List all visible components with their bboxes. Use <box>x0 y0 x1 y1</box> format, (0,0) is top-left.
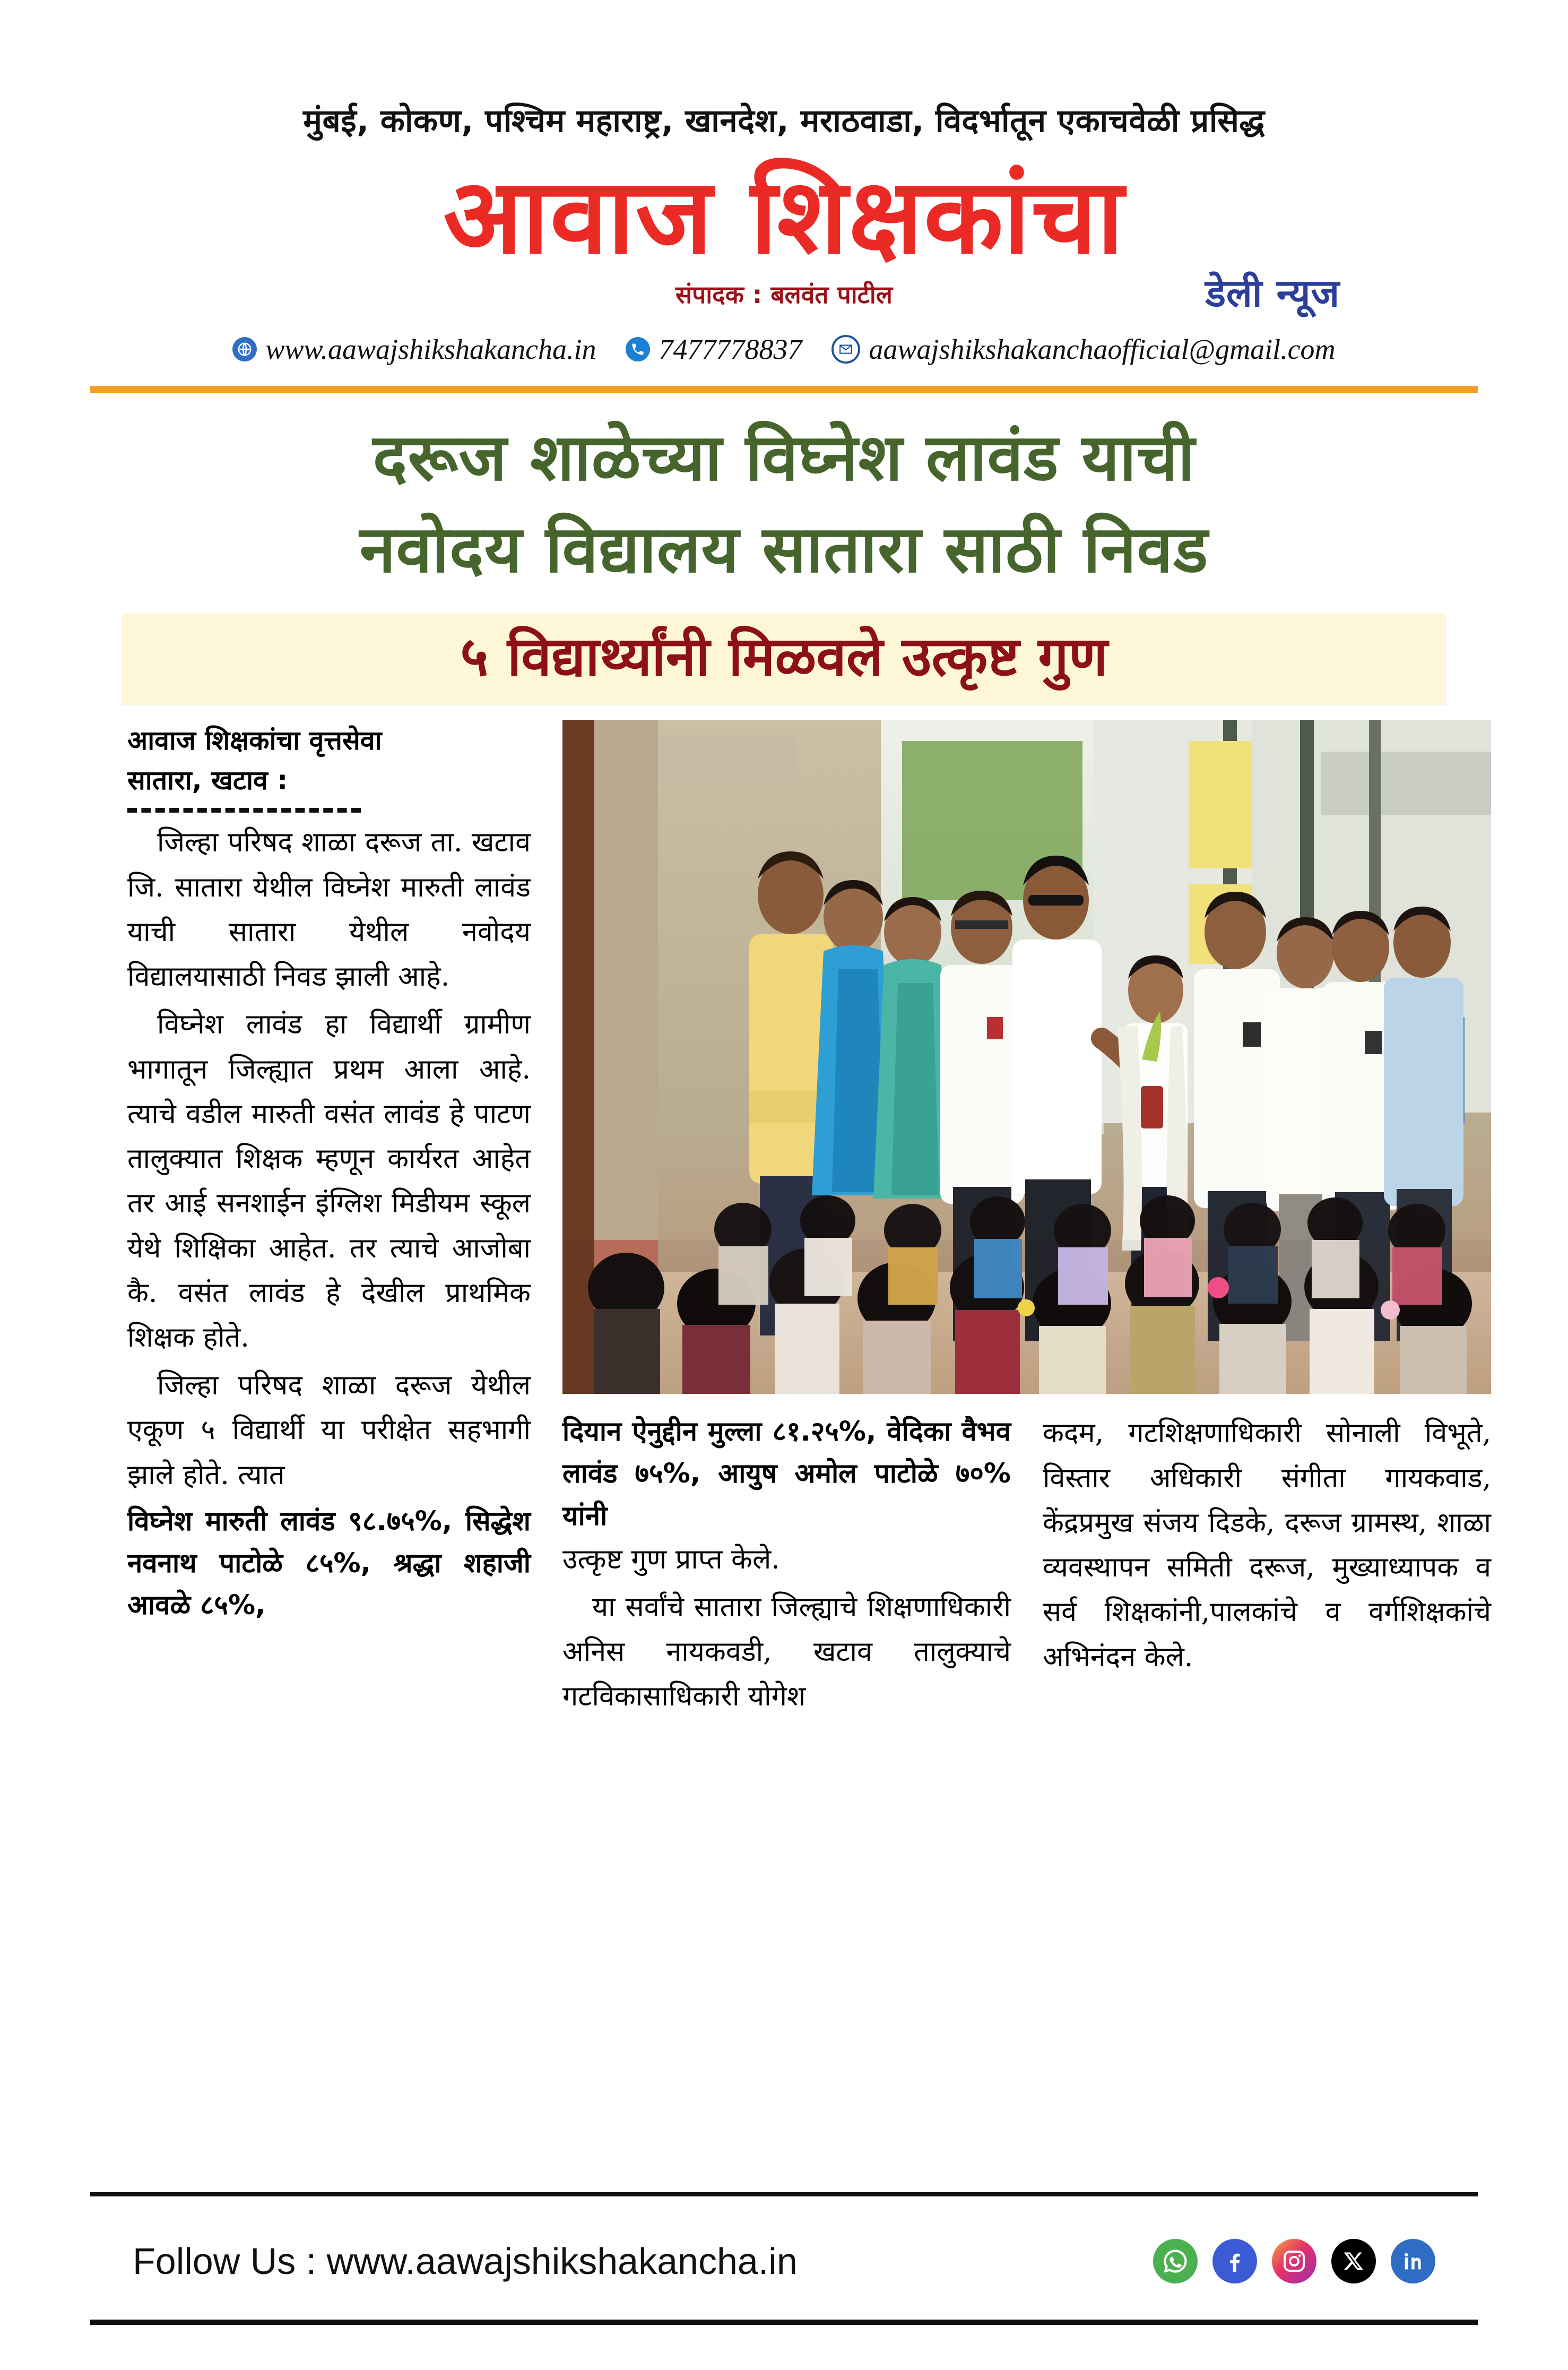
article-headline <box>90 412 1478 596</box>
headline-line-2: नवोदय विद्यालय सातारा साठी निवड <box>359 511 1209 587</box>
orange-divider <box>90 386 1478 393</box>
column-two-text <box>562 1537 1011 1719</box>
column-two-student-scores: दियान ऐनुद्दीन मुल्ला ८१.२५%, वेदिका वैभव लावंड ७५%, आयुष अमोल पाटोळे ७०% यांनी <box>562 1416 1011 1532</box>
footer-top-rule <box>90 2192 1478 2196</box>
globe-icon <box>232 337 257 361</box>
byline-dash-rule <box>127 808 361 813</box>
facebook-icon[interactable] <box>1212 2239 1257 2283</box>
column-three <box>1043 1411 1491 1722</box>
phone-icon <box>626 337 650 361</box>
whatsapp-icon[interactable] <box>1153 2239 1198 2283</box>
contact-phone[interactable] <box>626 333 802 366</box>
column-one-text <box>127 820 531 1497</box>
masthead-subrow <box>0 266 1568 317</box>
mail-icon <box>831 335 860 364</box>
column-two <box>562 1411 1011 1722</box>
contact-website[interactable] <box>232 333 596 366</box>
x-icon[interactable] <box>1331 2239 1376 2283</box>
paragraph: जिल्हा परिषद शाळा दरूज येथील एकूण ५ विद्यार्थी या परीक्षेत सहभागी झाले होते. त्यात <box>127 1369 531 1491</box>
lower-columns <box>562 1411 1491 1722</box>
daily-news-label: डेली न्यूज <box>1205 270 1340 315</box>
article-photo <box>562 720 1491 1394</box>
article-subheading-band <box>122 614 1446 705</box>
column-one-student-scores: विघ्नेश मारुती लावंड ९८.७५%, सिद्धेश नवनाथ पाटोळे ८५%, श्रद्धा शहाजी आवळे ८५%, <box>127 1505 531 1622</box>
footer <box>90 2211 1478 2312</box>
byline-agency: आवाज शिक्षकांचा वृत्तसेवा <box>127 725 382 756</box>
column-one <box>127 721 531 1626</box>
editor-credit: संपादक : बलवंत पाटील <box>675 280 893 309</box>
paragraph: जिल्हा परिषद शाळा दरूज ता. खटाव जि. सातारा येथील विघ्नेश मारुती लावंड याची सातारा येथील नवोदय विद्यालयासाठी निवड झाली आहे. <box>127 826 531 993</box>
article-body <box>90 705 1491 1713</box>
paragraph: कदम, गटशिक्षणाधिकारी सोनाली विभूते, विस्तार अधिकारी संगीता गायकवाड, केंद्रप्रमुख संजय दिडके, दरूज ग्रामस्थ, शाळा व्यवस्थापन समिती दरूज, मुख्याध्यापक व सर्व शिक्षकांनी,पालकांचे व वर्गशिक्षकांचे अभिनंदन केले. <box>1043 1417 1491 1673</box>
paragraph: या सर्वांचे सातारा जिल्ह्याचे शिक्षणाधिकारी अनिस नायकवडी, खटाव तालुक्याचे गटविकासाधिकारी योगेश <box>562 1591 1011 1713</box>
email-text: aawajshikshakanchaofficial@gmail.com <box>869 333 1336 365</box>
masthead-title: आवाज शिक्षकांचा <box>443 156 1125 277</box>
footer-bottom-rule <box>90 2320 1478 2325</box>
website-text: www.aawajshikshakancha.in <box>265 333 596 365</box>
paragraph: विघ्नेश लावंड हा विद्यार्थी ग्रामीण भागातून जिल्ह्यात प्रथम आला आहे. त्याचे वडील मारुती वसंत लावंड हे पाटण तालुक्यात शिक्षक म्हणून कार्यरत आहेत तर आई सनशाईन इंग्लिश मिडीयम स्कूल येथे शिक्षिका आहेत. तर त्याचे आजोबा कै. वसंत लावंड हे देखील प्राथमिक शिक्षक होते. <box>127 1009 531 1354</box>
contact-email[interactable] <box>831 333 1335 366</box>
article-subheading: ५ विद्यार्थ्यांनी मिळवले उत्कृष्ट गुण <box>460 625 1108 689</box>
follow-us-text: Follow Us : www.aawajshikshakancha.in <box>133 2240 798 2282</box>
headline-line-1: दरूज शाळेच्या विघ्नेश लावंड याची <box>372 419 1196 495</box>
photo-illustration <box>562 720 1491 1394</box>
instagram-icon[interactable] <box>1272 2239 1316 2283</box>
contact-bar <box>0 333 1568 366</box>
byline <box>127 721 531 800</box>
linkedin-icon[interactable] <box>1391 2239 1435 2283</box>
byline-location: सातारा, खटाव : <box>127 765 288 796</box>
paragraph: उत्कृष्ट गुण प्राप्त केले. <box>562 1543 780 1575</box>
social-links <box>1153 2239 1435 2283</box>
masthead-tagline: मुंबई, कोकण, पश्चिम महाराष्ट्र, खानदेश, मराठवाडा, विदर्भातून एकाचवेळी प्रसिद्ध <box>303 102 1265 140</box>
column-three-text <box>1043 1411 1491 1679</box>
phone-text: 7477778837 <box>659 333 802 365</box>
